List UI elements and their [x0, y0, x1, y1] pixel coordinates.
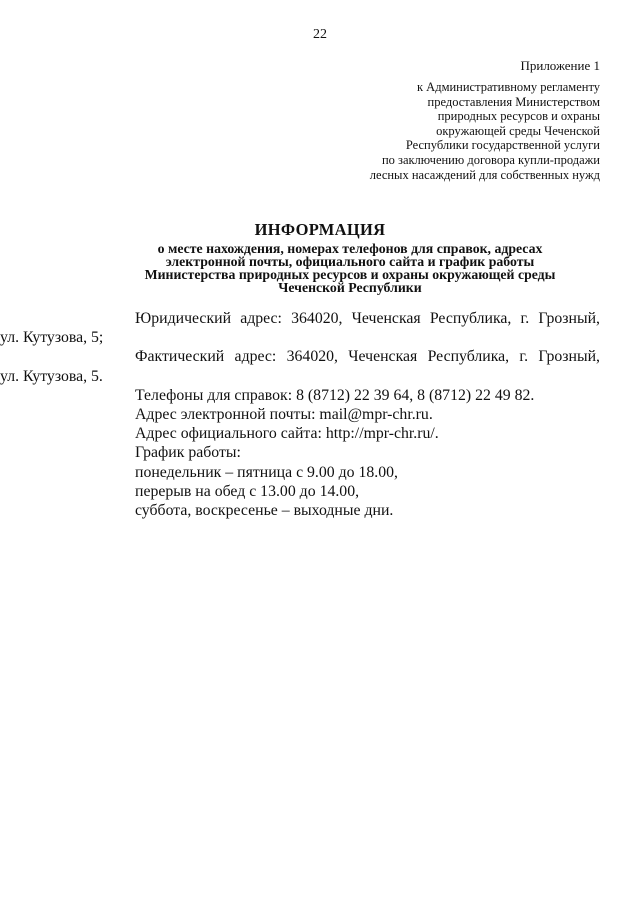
document-subtitle: [100, 242, 600, 294]
regulation-line: Республики государственной услуги: [405, 138, 600, 153]
legal-address: [97, 309, 600, 328]
subtitle-line: электронной почты, официального сайта и график работы: [165, 254, 535, 269]
phones-line: Телефоны для справок: 8 (8712) 22 39 64, 8 (8712) 22 49 82.: [135, 386, 535, 404]
schedule-lunch: перерыв на обед с 13.00 до 14.00,: [135, 482, 360, 500]
legal-address-line2: ул. Кутузова, 5;: [0, 329, 104, 347]
legal-address-line1: Юридический адрес: 364020, Чеченская Республика, г. Грозный,: [135, 310, 600, 327]
subtitle-line: о месте нахождения, номерах телефонов для справок, адресах: [157, 241, 543, 256]
schedule-heading: График работы:: [135, 444, 241, 462]
actual-address-line1: Фактический адрес: 364020, Чеченская Республика, г. Грозный,: [135, 348, 600, 366]
subtitle-line: Чеченской Республики: [278, 280, 422, 295]
actual-address-cont: [0, 367, 600, 386]
actual-address-line2: ул. Кутузова, 5.: [0, 367, 103, 385]
page-number: 22: [313, 27, 327, 42]
schedule-weekdays: понедельник – пятница с 9.00 до 18.00,: [135, 463, 399, 481]
regulation-line: лесных насаждений для собственных нужд: [369, 167, 600, 182]
website-line: Адрес официального сайта: http://mpr-chr.ru/.: [135, 425, 439, 443]
subtitle-line: Министерства природных ресурсов и охраны окружающей среды: [144, 267, 556, 282]
legal-address-cont: [0, 328, 600, 347]
regulation-line: к Административному регламенту: [416, 80, 600, 94]
regulation-reference: [300, 80, 600, 182]
schedule-weekend: суббота, воскресенье – выходные дни.: [135, 502, 394, 520]
email-line: Адрес электронной почты: mail@mpr-chr.ru.: [135, 406, 433, 424]
regulation-line: природных ресурсов и охраны: [437, 109, 600, 124]
appendix-label: Приложение 1: [520, 58, 600, 73]
regulation-line: предоставления Министерством: [427, 94, 600, 109]
document-body: [0, 309, 600, 520]
regulation-line: по заключению договора купли-продажи: [381, 152, 600, 167]
regulation-line: окружающей среды Чеченской: [436, 123, 600, 138]
document-title: ИНФОРМАЦИЯ: [254, 220, 386, 239]
actual-address: [97, 347, 600, 366]
